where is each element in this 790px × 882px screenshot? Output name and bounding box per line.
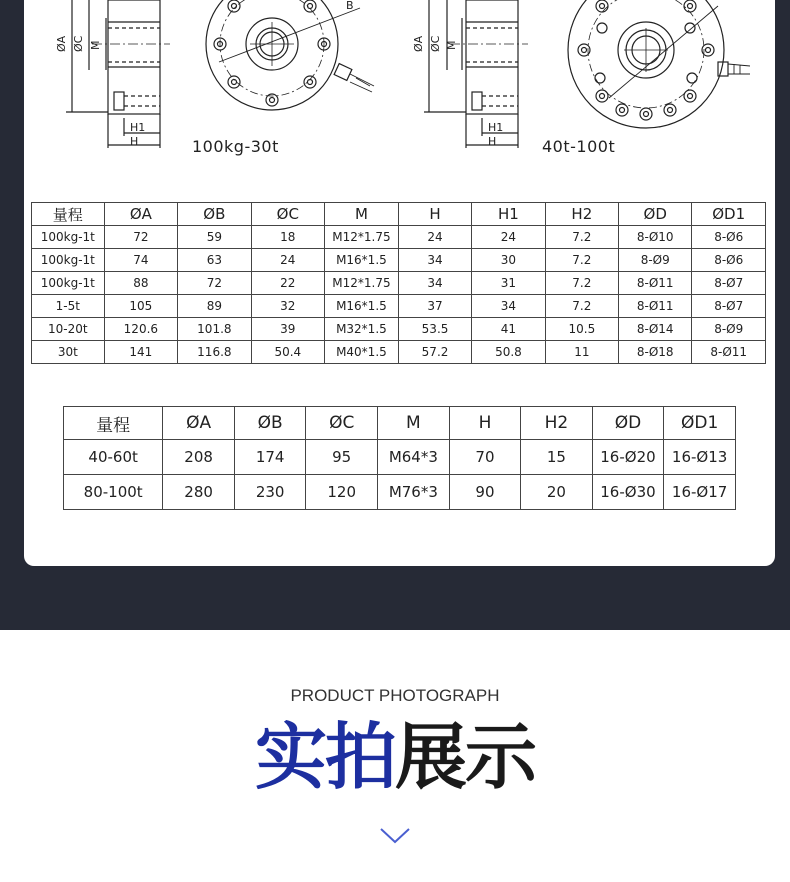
table-row <box>32 318 766 341</box>
table-cell: 105 <box>104 295 178 318</box>
right-label-c: ØC <box>429 35 442 52</box>
table-cell: 24 <box>251 249 324 272</box>
header-cell: ØD <box>592 407 664 440</box>
right-top-view <box>568 0 750 128</box>
table-cell: 100kg-1t <box>32 272 105 295</box>
table-row <box>32 295 766 318</box>
table-cell: M12*1.75 <box>325 226 399 249</box>
table-row <box>64 440 736 475</box>
table-cell: 18 <box>251 226 324 249</box>
table-cell: 8-Ø6 <box>692 226 766 249</box>
table-cell: 280 <box>163 475 235 510</box>
table-cell: 74 <box>104 249 178 272</box>
table-cell: 24 <box>398 226 471 249</box>
header-cell: ØC <box>306 407 378 440</box>
left-label-m: M <box>89 40 102 50</box>
left-label-h1: H1 <box>130 121 146 134</box>
table-cell: 141 <box>104 341 178 364</box>
table-cell: M12*1.75 <box>325 272 399 295</box>
table-cell: 88 <box>104 272 178 295</box>
table-cell: 8-Ø11 <box>619 272 692 295</box>
table-cell: 8-Ø11 <box>619 295 692 318</box>
left-label-a: ØA <box>55 35 68 52</box>
table-cell: 16-Ø30 <box>592 475 664 510</box>
table-cell: 57.2 <box>398 341 471 364</box>
left-top-view <box>206 0 374 110</box>
table-cell: 90 <box>449 475 520 510</box>
table-cell: 208 <box>163 440 235 475</box>
table-cell: 20 <box>521 475 593 510</box>
table-cell: 70 <box>449 440 520 475</box>
header-cell: H2 <box>521 407 593 440</box>
right-label-h: H <box>488 135 497 148</box>
table-cell: 34 <box>472 295 545 318</box>
table-cell: 24 <box>472 226 545 249</box>
table-cell: M40*1.5 <box>325 341 399 364</box>
table-cell: 10-20t <box>32 318 105 341</box>
table-header-row <box>64 407 736 440</box>
table-cell: 8-Ø9 <box>619 249 692 272</box>
table-row <box>32 272 766 295</box>
header-cell: 量程 <box>32 203 105 226</box>
header-cell: ØB <box>234 407 306 440</box>
table-cell: 16-Ø20 <box>592 440 664 475</box>
spec-table-small <box>31 202 766 364</box>
table-cell: 7.2 <box>545 226 618 249</box>
table-cell: 40-60t <box>64 440 163 475</box>
table-cell: 7.2 <box>545 249 618 272</box>
right-label-h1: H1 <box>488 121 504 134</box>
table-cell: 100kg-1t <box>32 226 105 249</box>
left-label-c: ØC <box>72 35 85 52</box>
table-cell: 34 <box>398 272 471 295</box>
table-cell: 37 <box>398 295 471 318</box>
table-cell: 174 <box>234 440 306 475</box>
header-cell: ØD <box>619 203 692 226</box>
header-cell: ØD1 <box>664 407 736 440</box>
table-cell: 8-Ø7 <box>692 272 766 295</box>
right-side-view <box>424 0 528 148</box>
table-cell: 8-Ø7 <box>692 295 766 318</box>
header-cell: 量程 <box>64 407 163 440</box>
table-cell: 95 <box>306 440 378 475</box>
right-label-a: ØA <box>412 35 425 52</box>
header-cell: H2 <box>545 203 618 226</box>
table-cell: 30 <box>472 249 545 272</box>
table-cell: 22 <box>251 272 324 295</box>
table-cell: 230 <box>234 475 306 510</box>
table-cell: 8-Ø11 <box>692 341 766 364</box>
header-cell: H1 <box>472 203 545 226</box>
table-cell: 39 <box>251 318 324 341</box>
table-cell: 41 <box>472 318 545 341</box>
header-cell: M <box>325 203 399 226</box>
table-row <box>64 475 736 510</box>
drawing-caption-left: 100kg-30t <box>192 137 279 156</box>
table-cell: 50.4 <box>251 341 324 364</box>
table-cell: 120.6 <box>104 318 178 341</box>
table-cell: 100kg-1t <box>32 249 105 272</box>
table-cell: 63 <box>178 249 252 272</box>
table-cell: M32*1.5 <box>325 318 399 341</box>
header-cell: ØC <box>251 203 324 226</box>
table-cell: 32 <box>251 295 324 318</box>
left-label-b: B <box>346 0 354 12</box>
header-cell: H <box>398 203 471 226</box>
table-cell: 8-Ø9 <box>692 318 766 341</box>
table-cell: 50.8 <box>472 341 545 364</box>
left-label-h: H <box>130 135 139 148</box>
table-cell: M16*1.5 <box>325 295 399 318</box>
section-title-english: PRODUCT PHOTOGRAPH <box>290 686 500 705</box>
table-cell: 31 <box>472 272 545 295</box>
table-cell: 53.5 <box>398 318 471 341</box>
table-cell: 72 <box>178 272 252 295</box>
technical-drawings <box>24 0 775 170</box>
table-header-row <box>32 203 766 226</box>
table-cell: M76*3 <box>377 475 449 510</box>
table-cell: 101.8 <box>178 318 252 341</box>
table-cell: 72 <box>104 226 178 249</box>
section-title-highlight: 实拍 <box>254 715 395 799</box>
chevron-down-icon[interactable] <box>379 826 411 846</box>
table-cell: 89 <box>178 295 252 318</box>
table-cell: 30t <box>32 341 105 364</box>
table-cell: 116.8 <box>178 341 252 364</box>
table-cell: 10.5 <box>545 318 618 341</box>
section-title-rest: 展示 <box>395 715 536 799</box>
header-cell: ØA <box>163 407 235 440</box>
table-cell: 80-100t <box>64 475 163 510</box>
header-cell: ØB <box>178 203 252 226</box>
table-cell: M64*3 <box>377 440 449 475</box>
table-cell: 7.2 <box>545 295 618 318</box>
table-cell: 59 <box>178 226 252 249</box>
table-cell: M16*1.5 <box>325 249 399 272</box>
left-side-view <box>66 0 170 148</box>
header-cell: ØA <box>104 203 178 226</box>
table-cell: 8-Ø10 <box>619 226 692 249</box>
section-title-chinese <box>0 712 790 802</box>
table-cell: 120 <box>306 475 378 510</box>
header-cell: H <box>449 407 520 440</box>
right-label-m: M <box>445 40 458 50</box>
table-cell: 16-Ø17 <box>664 475 736 510</box>
table-cell: 7.2 <box>545 272 618 295</box>
table-cell: 16-Ø13 <box>664 440 736 475</box>
table-cell: 15 <box>521 440 593 475</box>
table-cell: 8-Ø6 <box>692 249 766 272</box>
table-row <box>32 341 766 364</box>
table-row <box>32 226 766 249</box>
spec-card <box>24 0 775 566</box>
table-row <box>32 249 766 272</box>
spec-table-large <box>63 406 736 510</box>
header-cell: ØD1 <box>692 203 766 226</box>
header-cell: M <box>377 407 449 440</box>
table-cell: 1-5t <box>32 295 105 318</box>
table-cell: 8-Ø18 <box>619 341 692 364</box>
table-cell: 11 <box>545 341 618 364</box>
table-cell: 8-Ø14 <box>619 318 692 341</box>
table-cell: 34 <box>398 249 471 272</box>
drawing-caption-right: 40t-100t <box>542 137 616 156</box>
